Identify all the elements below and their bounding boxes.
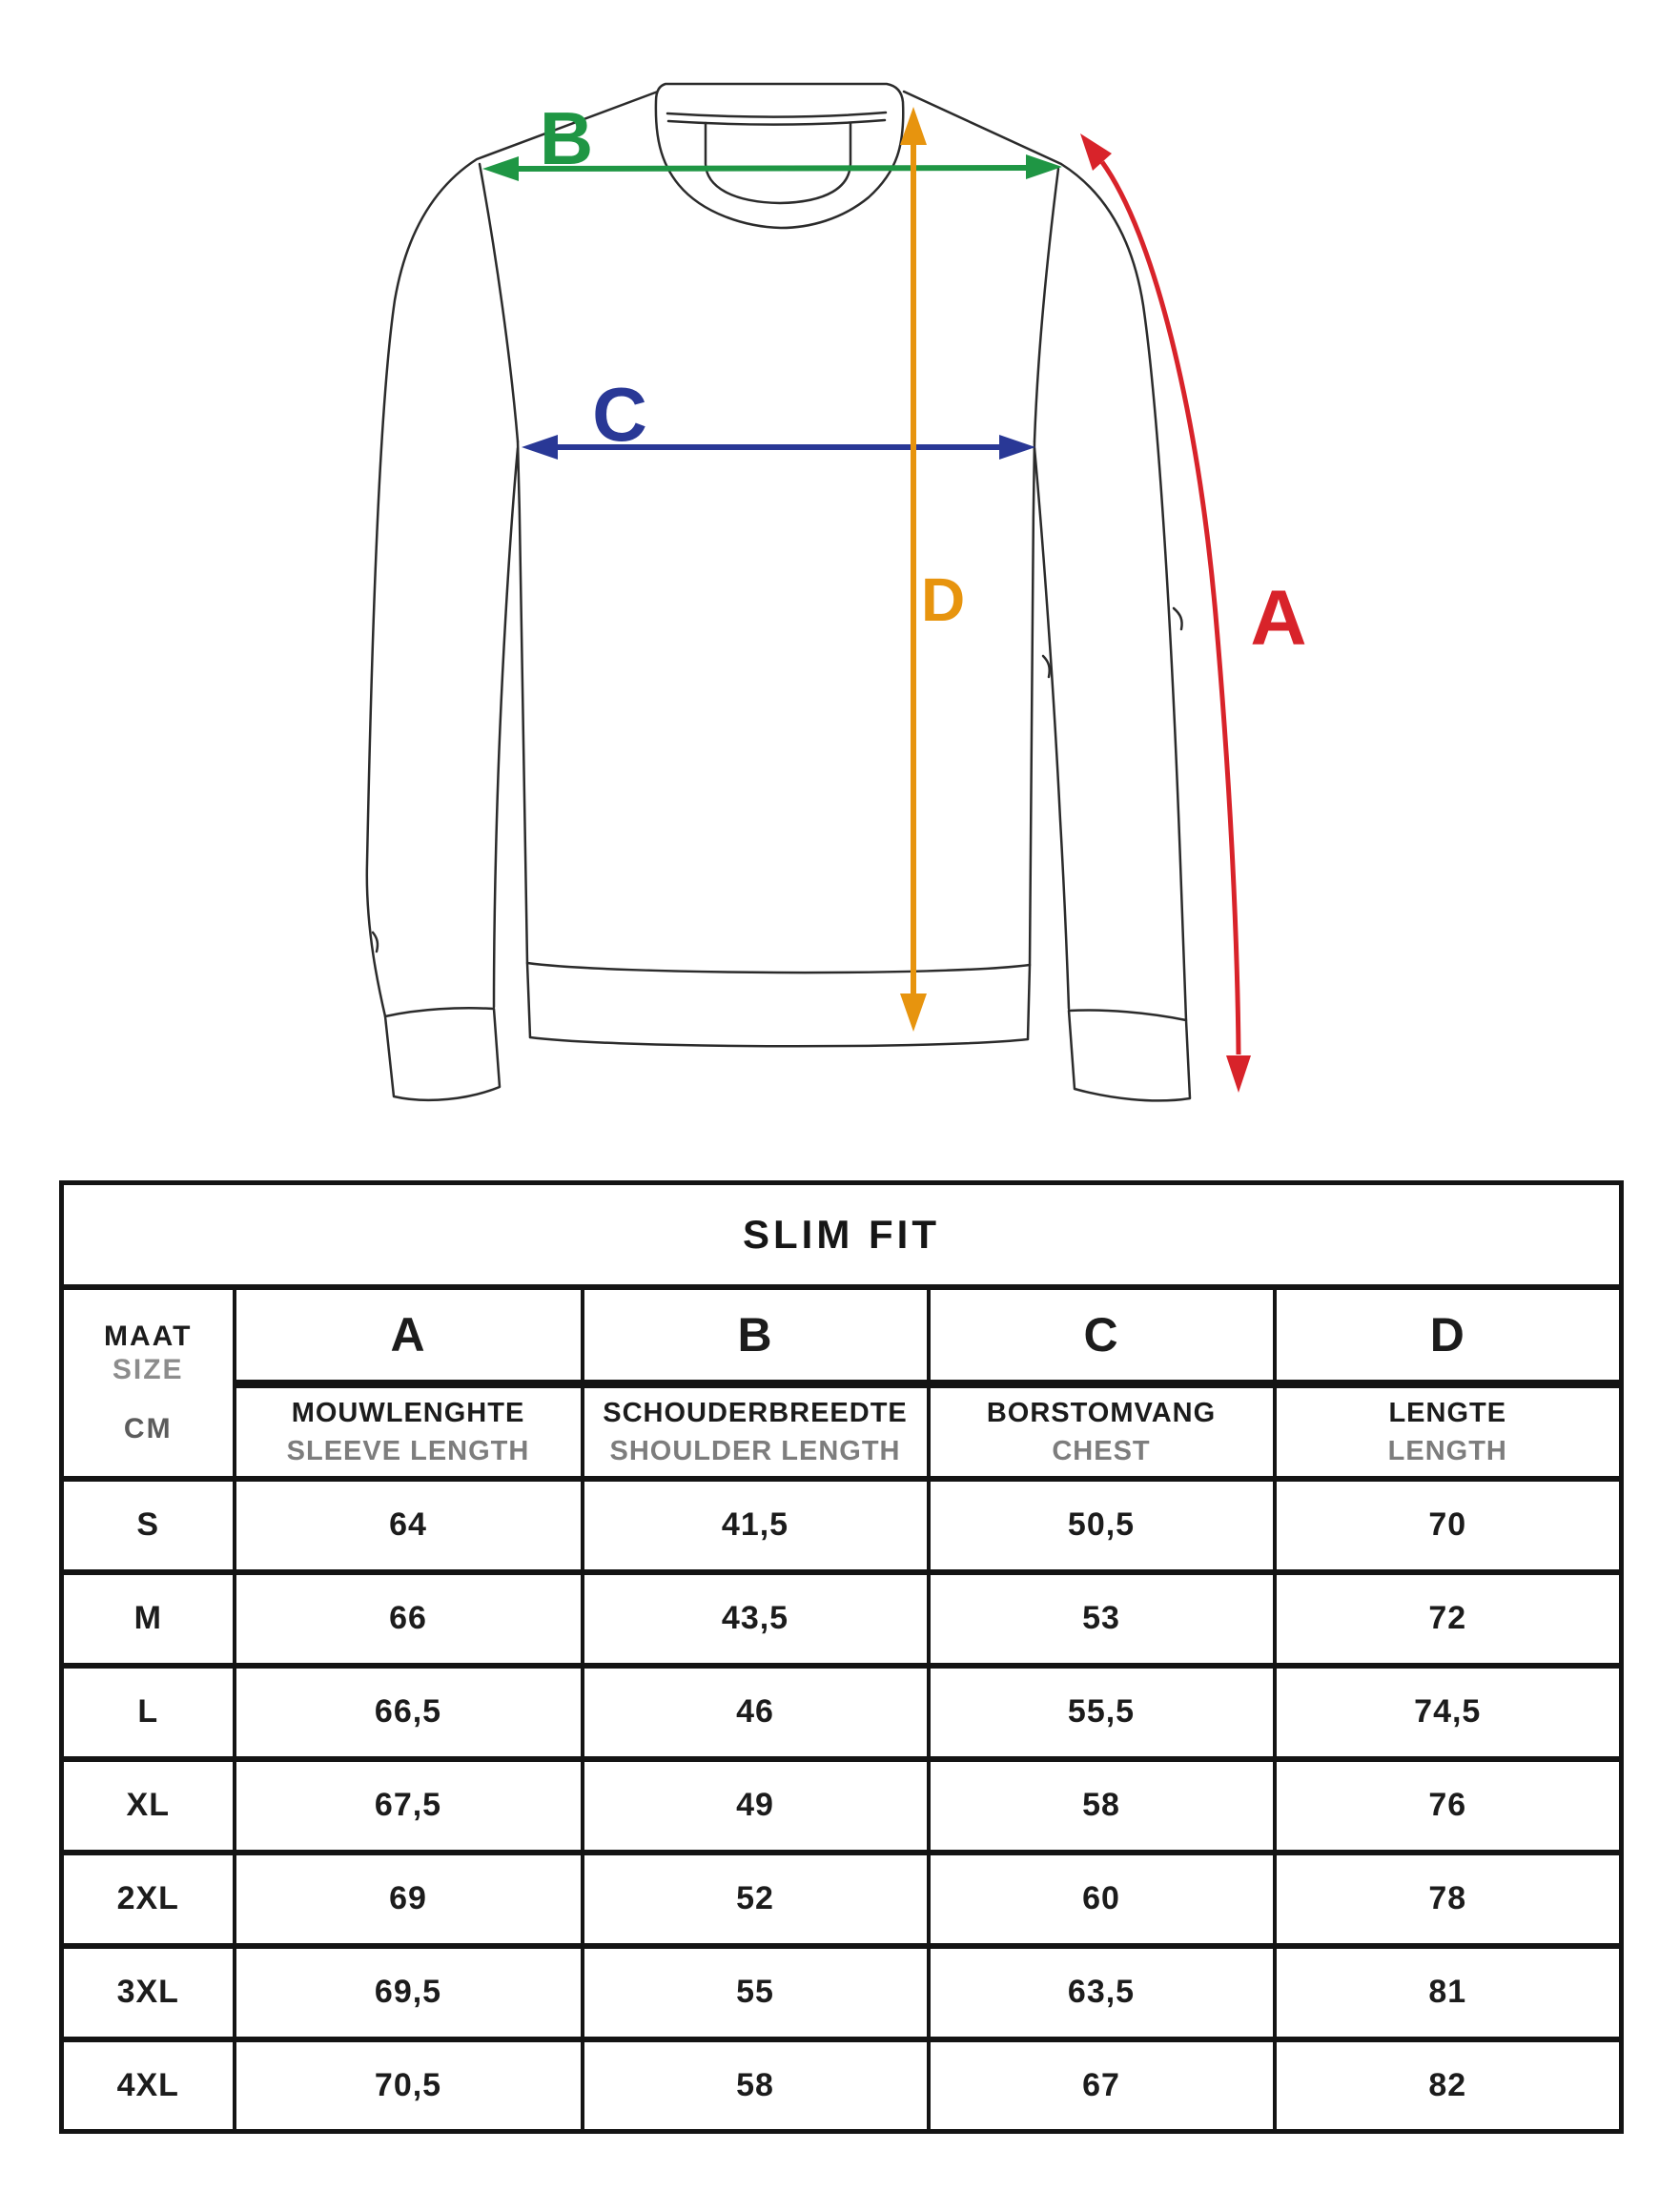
arrow-a-sleeve [1080, 133, 1307, 1093]
left-sleeve-inner [494, 448, 518, 1007]
column-letter-c: C [929, 1287, 1275, 1384]
label-b: B [539, 96, 594, 180]
measurement-cell: 78 [1275, 1853, 1622, 1946]
arrow-c-head-left [522, 435, 558, 460]
size-header-maat: MAAT [104, 1321, 193, 1353]
right-sleeve-wrinkle-outer [1174, 608, 1182, 629]
left-armhole-seam [480, 164, 518, 441]
column-letter-b: B [583, 1287, 929, 1384]
measurement-cell: 67,5 [235, 1759, 583, 1853]
measurement-cell: 67 [929, 2039, 1275, 2132]
size-cell: 4XL [62, 2039, 235, 2132]
measurement-cell: 55 [583, 1946, 929, 2039]
measurement-cell: 64 [235, 1479, 583, 1572]
size-cell: XL [62, 1759, 235, 1853]
column-label-b [583, 1384, 929, 1480]
measurement-cell: 58 [929, 1759, 1275, 1853]
measurement-cell: 74,5 [1275, 1666, 1622, 1759]
measurement-cell: 82 [1275, 2039, 1622, 2132]
measurement-cell: 41,5 [583, 1479, 929, 1572]
table-letters-row [62, 1287, 1622, 1384]
arrow-c-chest [522, 372, 1035, 460]
measurement-cell: 70 [1275, 1479, 1622, 1572]
collar [656, 84, 903, 228]
arrow-a-head-bottom [1226, 1055, 1251, 1093]
size-header-unit: CM [123, 1412, 173, 1444]
table-row-4xl [62, 2039, 1622, 2132]
label-d: D [921, 565, 966, 634]
sweater-outline [367, 92, 1190, 1100]
size-cell: 2XL [62, 1853, 235, 1946]
column-label-a-en: SLEEVE LENGTH [286, 1435, 530, 1466]
measurement-cell: 60 [929, 1853, 1275, 1946]
column-label-b-nl: SCHOUDERBREEDTE [603, 1397, 908, 1428]
measurement-cell: 55,5 [929, 1666, 1275, 1759]
label-c: C [592, 372, 647, 457]
measurement-cell: 49 [583, 1759, 929, 1853]
left-sleeve-outer [367, 92, 658, 1016]
arrow-d-length [900, 107, 965, 1032]
column-label-a [235, 1384, 583, 1480]
right-armhole-seam [1034, 169, 1058, 441]
column-label-a-nl: MOUWLENGHTE [291, 1397, 525, 1428]
column-label-c-nl: BORSTOMVANG [986, 1397, 1217, 1428]
left-cuff [385, 1008, 500, 1100]
measurement-cell: 70,5 [235, 2039, 583, 2132]
table-row-s [62, 1479, 1622, 1572]
right-sleeve-wrinkle-inner [1043, 656, 1050, 677]
measurement-cell: 66,5 [235, 1666, 583, 1759]
measurement-cell: 43,5 [583, 1572, 929, 1666]
measurement-cell: 69 [235, 1853, 583, 1946]
arrow-b-shaft [519, 168, 1026, 169]
size-header-cell [62, 1287, 235, 1479]
arrow-c-head-right [999, 435, 1035, 460]
measurement-cell: 46 [583, 1666, 929, 1759]
column-label-c [929, 1384, 1275, 1480]
measurement-cell: 52 [583, 1853, 929, 1946]
measurement-cell: 58 [583, 2039, 929, 2132]
column-label-d-nl: LENGTE [1388, 1397, 1507, 1428]
arrow-b-head-left [482, 156, 519, 181]
table-row-xl [62, 1759, 1622, 1853]
column-label-c-en: CHEST [1052, 1435, 1151, 1466]
right-sleeve-outer [904, 92, 1186, 1020]
table-row-2xl [62, 1853, 1622, 1946]
measurement-cell: 69,5 [235, 1946, 583, 2039]
collar-outline [656, 84, 903, 228]
body-left-edge [518, 441, 530, 1037]
size-cell: S [62, 1479, 235, 1572]
size-cell: L [62, 1666, 235, 1759]
table-row-l [62, 1666, 1622, 1759]
arrow-a-curve [1102, 162, 1239, 1055]
column-letter-a: A [235, 1287, 583, 1384]
column-label-b-en: SHOULDER LENGTH [609, 1435, 901, 1466]
measurement-cell: 76 [1275, 1759, 1622, 1853]
table-title-row [62, 1183, 1622, 1288]
arrow-d-head-bottom [900, 993, 927, 1032]
body-right-edge [1028, 441, 1034, 1039]
hem-bottom-line [530, 1037, 1028, 1046]
measurement-cell: 63,5 [929, 1946, 1275, 2039]
size-table [59, 1180, 1624, 2134]
table-labels-row [62, 1384, 1622, 1480]
hem-top-line [527, 963, 1030, 973]
size-cell: 3XL [62, 1946, 235, 2039]
measurement-cell: 66 [235, 1572, 583, 1666]
label-a: A [1250, 575, 1307, 662]
column-label-d-en: LENGTH [1387, 1435, 1507, 1466]
measurement-cell: 53 [929, 1572, 1275, 1666]
column-label-d [1275, 1384, 1622, 1480]
size-cell: M [62, 1572, 235, 1666]
measurement-cell: 72 [1275, 1572, 1622, 1666]
table-row-m [62, 1572, 1622, 1666]
measurement-cell: 50,5 [929, 1479, 1275, 1572]
table-row-3xl [62, 1946, 1622, 2039]
right-sleeve-inner [1034, 448, 1069, 1009]
table-title: SLIM FIT [62, 1183, 1622, 1288]
measurement-cell: 81 [1275, 1946, 1622, 2039]
size-header-size: SIZE [112, 1353, 184, 1385]
right-cuff [1069, 1010, 1190, 1100]
column-letter-d: D [1275, 1287, 1622, 1384]
